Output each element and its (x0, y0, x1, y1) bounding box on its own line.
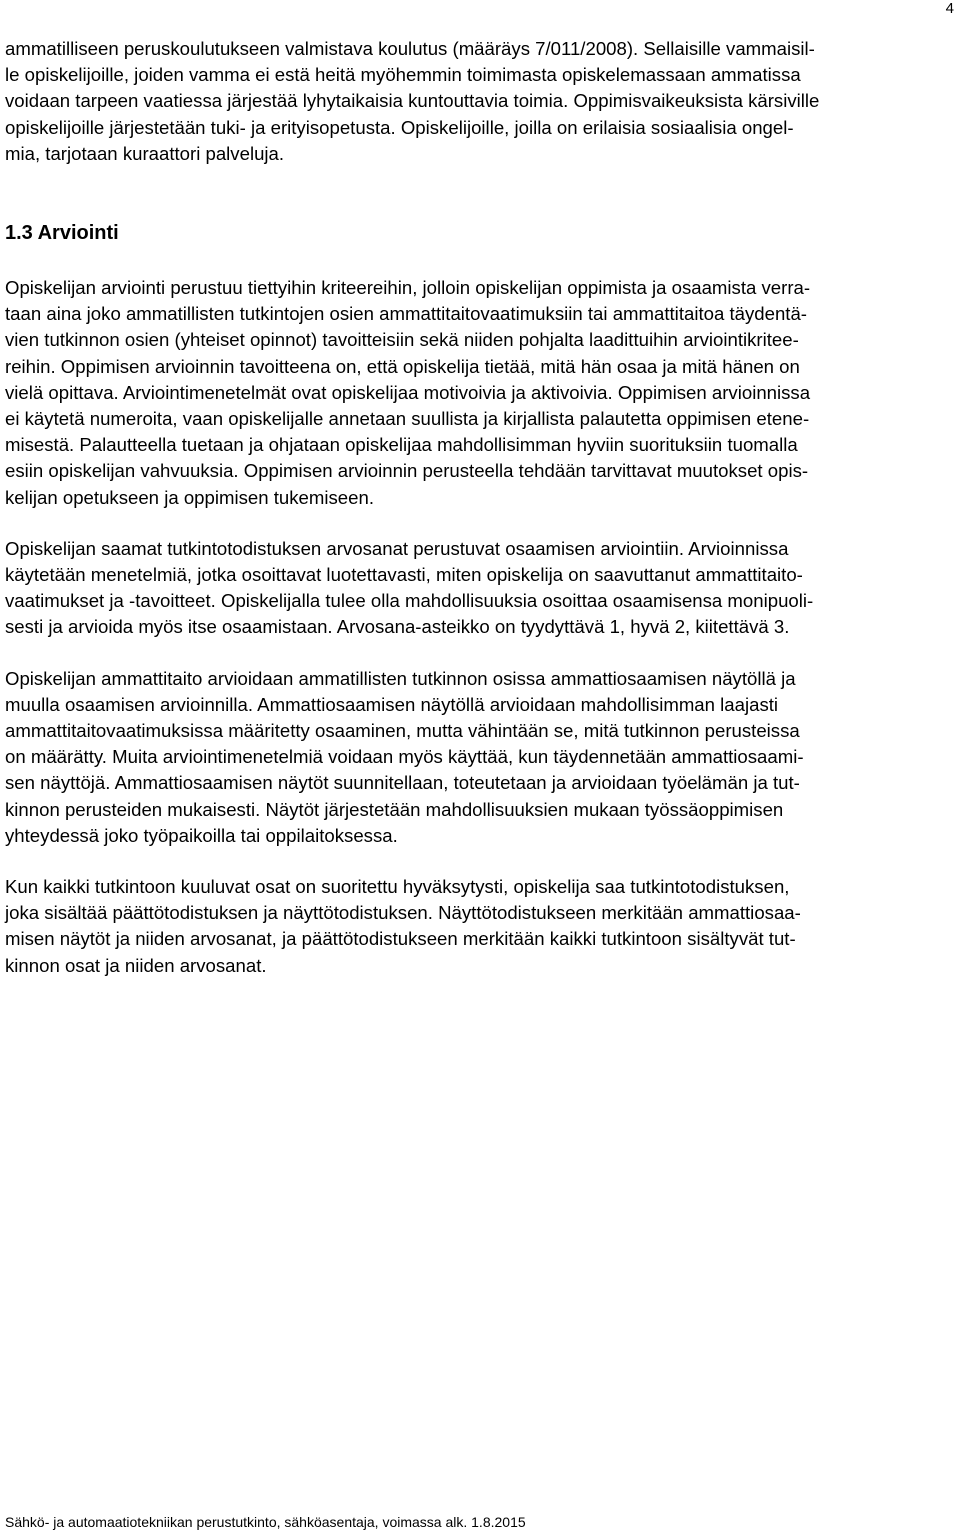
assessment-paragraph-3 (5, 666, 945, 849)
assessment-paragraph-2 (5, 536, 945, 641)
text-line: vien tutkinnon osien (yhteiset opinnot) tavoitteisiin sekä niiden pohjalta laadittuihin arviointikritee- (5, 329, 799, 351)
section-heading: 1.3 Arviointi (5, 222, 119, 245)
text-line: le opiskelijoille, joiden vamma ei estä heitä myöhemmin toimimasta opiskelemassaan ammatissa (5, 64, 801, 86)
intro-paragraph (5, 36, 945, 167)
text-line: kelijan opetukseen ja oppimisen tukemiseen. (5, 486, 374, 508)
text-line: Opiskelijan saamat tutkintotodistuksen arvosanat perustuvat osaamisen arviointiin. Arvioinnissa (5, 537, 789, 559)
text-line: voidaan tarpeen vaatiessa järjestää lyhytaikaisia kuntouttavia toimia. Oppimisvaikeuksista kärsiville (5, 90, 820, 112)
text-line: opiskelijoille järjestetään tuki- ja erityisopetusta. Opiskelijoille, joilla on erilaisia sosiaalisia ongel- (5, 116, 794, 138)
text-line: taan aina joko ammatillisten tutkintojen osien ammattitaitovaatimuksiin tai ammattitaitoa täydentä- (5, 303, 807, 325)
text-line: muulla osaamisen arvioinnilla. Ammattiosaamisen näytöllä arvioidaan mahdollisimman laajasti (5, 693, 779, 715)
text-line: sesti ja arvioida myös itse osaamistaan. Arvosana-asteikko on tyydyttävä 1, hyvä 2, kiitettävä 3. (5, 616, 790, 638)
text-line: Opiskelijan arviointi perustuu tiettyihin kriteereihin, jolloin opiskelijan oppimista ja osaamista verra- (5, 277, 811, 299)
text-line: ammatilliseen peruskoulutukseen valmistava koulutus (määräys 7/011/2008). Sellaisille vammaisil- (5, 38, 815, 59)
text-line: sen näyttöjä. Ammattiosaamisen näytöt suunnitellaan, toteutetaan ja arvioidaan työelämän ja tut- (5, 772, 800, 794)
text-line: ei käytetä numeroita, vaan opiskelijalle annetaan suullista ja kirjallista palautetta oppimisen etene- (5, 408, 810, 430)
text-line: misestä. Palautteella tuetaan ja ohjataan opiskelijaa mahdollisimman hyviin suorituksiin tuomalla (5, 434, 798, 456)
page-footer: Sähkö- ja automaatiotekniikan perustutkinto, sähköasentaja, voimassa alk. 1.8.2015 (5, 1514, 526, 1530)
text-line: käytetään menetelmiä, jotka osoittavat luotettavasti, miten opiskelija on saavuttanut ammattitaito- (5, 564, 803, 586)
text-line: yhteydessä joko työpaikoilla tai oppilaitoksessa. (5, 824, 398, 846)
text-line: kinnon osat ja niiden arvosanat. (5, 954, 267, 976)
text-line: ammattitaitovaatimuksissa määritetty osaaminen, mutta vähintään se, mitä tutkinnon perusteissa (5, 720, 800, 742)
assessment-paragraph-4 (5, 874, 945, 979)
text-line: joka sisältää päättötodistuksen ja näyttötodistuksen. Näyttötodistukseen merkitään ammattiosaa- (5, 902, 801, 924)
text-line: esiin opiskelijan vahvuuksia. Oppimisen arvioinnin perusteella tehdään tarvittavat muutokset opis- (5, 460, 809, 482)
assessment-paragraph-1 (5, 275, 945, 511)
text-line: mia, tarjotaan kuraattori palveluja. (5, 142, 285, 164)
text-line: misen näytöt ja niiden arvosanat, ja päättötodistukseen merkitään kaikki tutkintoon sisältyvät tut- (5, 928, 796, 950)
page-number: 4 (945, 0, 954, 17)
text-line: reihin. Oppimisen arvioinnin tavoitteena on, että opiskelija tietää, mitä hän osaa ja mitä hänen on (5, 355, 800, 377)
document-body (5, 36, 945, 1004)
text-line: Kun kaikki tutkintoon kuuluvat osat on suoritettu hyväksytysti, opiskelija saa tutkintotodistuksen, (5, 876, 790, 898)
text-line: vaatimukset ja -tavoitteet. Opiskelijalla tulee olla mahdollisuuksia osoittaa osaamisensa monipuoli- (5, 590, 814, 612)
text-line: kinnon perusteiden mukaisesti. Näytöt järjestetään mahdollisuuksien mukaan työssäoppimisen (5, 798, 784, 820)
text-line: Opiskelijan ammattitaito arvioidaan ammatillisten tutkinnon osissa ammattiosaamisen näytöllä ja (5, 667, 796, 689)
text-line: on määrätty. Muita arviointimenetelmiä voidaan myös käyttää, kun täydennetään ammattiosaami- (5, 746, 804, 768)
text-line: vielä opittava. Arviointimenetelmät ovat opiskelijaa motivoivia ja aktivoivia. Oppimisen arvioinnissa (5, 381, 811, 403)
